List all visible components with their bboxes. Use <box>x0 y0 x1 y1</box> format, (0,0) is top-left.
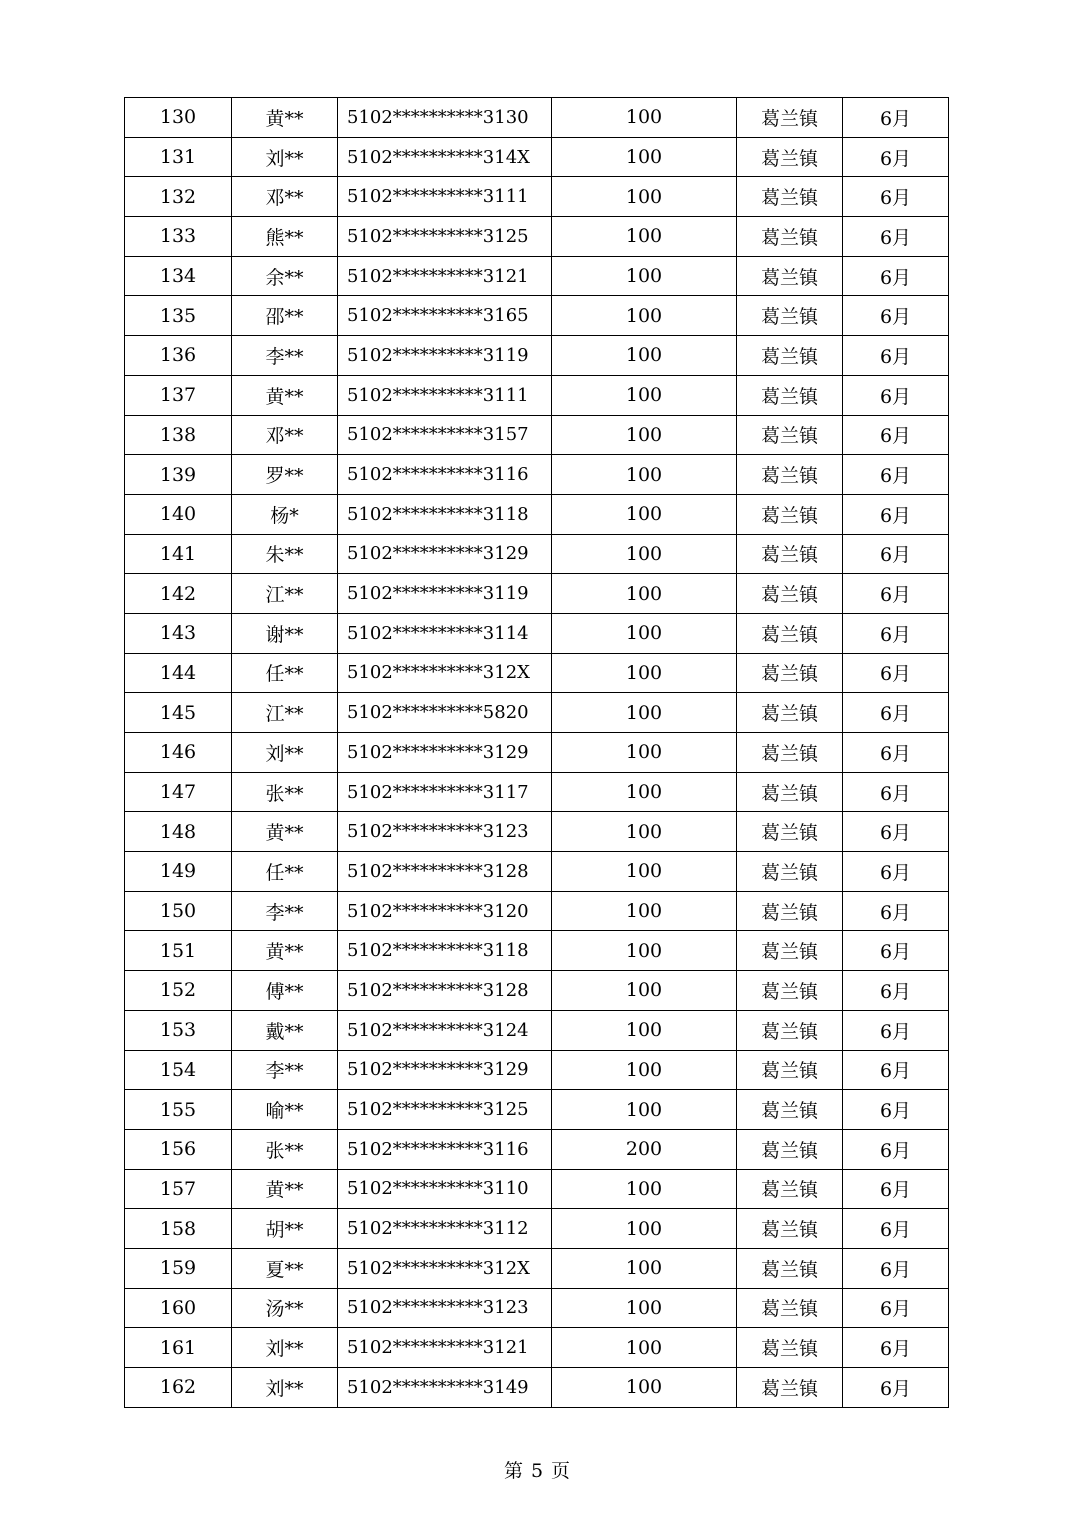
cell-id-number: 5102**********312X <box>338 653 552 693</box>
table-row <box>125 1248 949 1288</box>
cell-amount: 100 <box>552 296 737 336</box>
table-row <box>125 1090 949 1130</box>
cell-town: 葛兰镇 <box>737 137 843 177</box>
cell-amount: 100 <box>552 375 737 415</box>
cell-town: 葛兰镇 <box>737 98 843 138</box>
cell-name: 黄** <box>232 375 338 415</box>
cell-amount: 100 <box>552 1010 737 1050</box>
cell-town: 葛兰镇 <box>737 733 843 773</box>
cell-amount: 100 <box>552 613 737 653</box>
cell-serial-number: 131 <box>125 137 232 177</box>
cell-amount: 100 <box>552 177 737 217</box>
cell-name: 张** <box>232 1129 338 1169</box>
cell-name: 张** <box>232 772 338 812</box>
cell-amount: 100 <box>552 137 737 177</box>
cell-town: 葛兰镇 <box>737 613 843 653</box>
cell-name: 黄** <box>232 812 338 852</box>
cell-serial-number: 150 <box>125 891 232 931</box>
cell-town: 葛兰镇 <box>737 1328 843 1368</box>
cell-id-number: 5102**********3130 <box>338 98 552 138</box>
cell-serial-number: 153 <box>125 1010 232 1050</box>
cell-id-number: 5102**********3112 <box>338 1209 552 1249</box>
cell-serial-number: 138 <box>125 415 232 455</box>
cell-town: 葛兰镇 <box>737 494 843 534</box>
cell-month: 6月 <box>843 415 949 455</box>
table-row <box>125 653 949 693</box>
cell-id-number: 5102**********3124 <box>338 1010 552 1050</box>
cell-month: 6月 <box>843 1129 949 1169</box>
cell-amount: 100 <box>552 534 737 574</box>
table-row <box>125 177 949 217</box>
cell-id-number: 5102**********3129 <box>338 733 552 773</box>
cell-month: 6月 <box>843 494 949 534</box>
cell-name: 任** <box>232 653 338 693</box>
cell-name: 刘** <box>232 1368 338 1408</box>
cell-amount: 100 <box>552 336 737 376</box>
cell-town: 葛兰镇 <box>737 256 843 296</box>
cell-amount: 100 <box>552 772 737 812</box>
cell-name: 夏** <box>232 1248 338 1288</box>
cell-name: 江** <box>232 574 338 614</box>
cell-town: 葛兰镇 <box>737 1248 843 1288</box>
page-footer-prefix: 第 <box>503 1460 523 1482</box>
cell-name: 邵** <box>232 296 338 336</box>
cell-id-number: 5102**********3121 <box>338 1328 552 1368</box>
cell-serial-number: 130 <box>125 98 232 138</box>
cell-month: 6月 <box>843 1328 949 1368</box>
cell-name: 邓** <box>232 415 338 455</box>
cell-serial-number: 137 <box>125 375 232 415</box>
table-row <box>125 534 949 574</box>
cell-amount: 100 <box>552 217 737 257</box>
cell-id-number: 5102**********5820 <box>338 693 552 733</box>
table-row <box>125 1129 949 1169</box>
table-row <box>125 137 949 177</box>
table-row <box>125 772 949 812</box>
table-row <box>125 733 949 773</box>
cell-town: 葛兰镇 <box>737 336 843 376</box>
table-row <box>125 98 949 138</box>
cell-serial-number: 160 <box>125 1288 232 1328</box>
cell-month: 6月 <box>843 375 949 415</box>
table-row <box>125 336 949 376</box>
cell-serial-number: 151 <box>125 931 232 971</box>
cell-name: 杨* <box>232 494 338 534</box>
cell-month: 6月 <box>843 613 949 653</box>
cell-name: 任** <box>232 852 338 892</box>
cell-month: 6月 <box>843 336 949 376</box>
cell-amount: 100 <box>552 1169 737 1209</box>
cell-id-number: 5102**********3118 <box>338 494 552 534</box>
cell-name: 黄** <box>232 931 338 971</box>
cell-id-number: 5102**********3120 <box>338 891 552 931</box>
cell-serial-number: 147 <box>125 772 232 812</box>
cell-id-number: 5102**********3128 <box>338 971 552 1011</box>
cell-serial-number: 146 <box>125 733 232 773</box>
cell-month: 6月 <box>843 1090 949 1130</box>
cell-name: 刘** <box>232 733 338 773</box>
cell-id-number: 5102**********314X <box>338 137 552 177</box>
cell-name: 黄** <box>232 1169 338 1209</box>
table-row <box>125 1209 949 1249</box>
cell-serial-number: 158 <box>125 1209 232 1249</box>
cell-amount: 100 <box>552 256 737 296</box>
cell-name: 傅** <box>232 971 338 1011</box>
cell-id-number: 5102**********312X <box>338 1248 552 1288</box>
cell-serial-number: 136 <box>125 336 232 376</box>
table-row <box>125 217 949 257</box>
cell-month: 6月 <box>843 971 949 1011</box>
cell-month: 6月 <box>843 931 949 971</box>
cell-id-number: 5102**********3119 <box>338 574 552 614</box>
cell-amount: 100 <box>552 1368 737 1408</box>
table-row <box>125 375 949 415</box>
table-row <box>125 1368 949 1408</box>
cell-name: 罗** <box>232 455 338 495</box>
cell-amount: 100 <box>552 693 737 733</box>
table-row <box>125 455 949 495</box>
cell-town: 葛兰镇 <box>737 852 843 892</box>
cell-id-number: 5102**********3123 <box>338 1288 552 1328</box>
cell-town: 葛兰镇 <box>737 693 843 733</box>
page-footer <box>0 1456 1074 1483</box>
cell-serial-number: 140 <box>125 494 232 534</box>
cell-serial-number: 156 <box>125 1129 232 1169</box>
table-row <box>125 574 949 614</box>
cell-id-number: 5102**********3110 <box>338 1169 552 1209</box>
cell-town: 葛兰镇 <box>737 415 843 455</box>
cell-name: 谢** <box>232 613 338 653</box>
cell-town: 葛兰镇 <box>737 1090 843 1130</box>
table-row <box>125 1288 949 1328</box>
table-row <box>125 296 949 336</box>
cell-name: 李** <box>232 336 338 376</box>
cell-amount: 100 <box>552 1050 737 1090</box>
cell-month: 6月 <box>843 1010 949 1050</box>
cell-name: 汤** <box>232 1288 338 1328</box>
cell-month: 6月 <box>843 296 949 336</box>
cell-month: 6月 <box>843 693 949 733</box>
table-row <box>125 812 949 852</box>
cell-town: 葛兰镇 <box>737 455 843 495</box>
cell-id-number: 5102**********3157 <box>338 415 552 455</box>
cell-month: 6月 <box>843 177 949 217</box>
page-number: 5 <box>530 1460 544 1482</box>
cell-amount: 100 <box>552 1288 737 1328</box>
cell-name: 江** <box>232 693 338 733</box>
cell-month: 6月 <box>843 98 949 138</box>
table-row <box>125 1010 949 1050</box>
cell-amount: 100 <box>552 812 737 852</box>
cell-town: 葛兰镇 <box>737 812 843 852</box>
cell-id-number: 5102**********3121 <box>338 256 552 296</box>
cell-serial-number: 148 <box>125 812 232 852</box>
cell-serial-number: 162 <box>125 1368 232 1408</box>
cell-name: 刘** <box>232 1328 338 1368</box>
cell-id-number: 5102**********3114 <box>338 613 552 653</box>
cell-serial-number: 145 <box>125 693 232 733</box>
cell-name: 余** <box>232 256 338 296</box>
cell-amount: 100 <box>552 494 737 534</box>
cell-name: 李** <box>232 1050 338 1090</box>
cell-month: 6月 <box>843 1209 949 1249</box>
cell-name: 胡** <box>232 1209 338 1249</box>
cell-town: 葛兰镇 <box>737 177 843 217</box>
cell-amount: 100 <box>552 653 737 693</box>
cell-town: 葛兰镇 <box>737 1129 843 1169</box>
cell-serial-number: 152 <box>125 971 232 1011</box>
cell-serial-number: 161 <box>125 1328 232 1368</box>
cell-name: 李** <box>232 891 338 931</box>
cell-month: 6月 <box>843 534 949 574</box>
table-row <box>125 852 949 892</box>
cell-amount: 100 <box>552 891 737 931</box>
cell-amount: 100 <box>552 852 737 892</box>
cell-month: 6月 <box>843 653 949 693</box>
table-row <box>125 613 949 653</box>
cell-serial-number: 142 <box>125 574 232 614</box>
cell-id-number: 5102**********3111 <box>338 177 552 217</box>
cell-name: 熊** <box>232 217 338 257</box>
cell-town: 葛兰镇 <box>737 1209 843 1249</box>
cell-amount: 100 <box>552 574 737 614</box>
cell-serial-number: 134 <box>125 256 232 296</box>
cell-town: 葛兰镇 <box>737 653 843 693</box>
cell-month: 6月 <box>843 256 949 296</box>
cell-month: 6月 <box>843 1368 949 1408</box>
cell-serial-number: 139 <box>125 455 232 495</box>
cell-amount: 100 <box>552 971 737 1011</box>
cell-serial-number: 159 <box>125 1248 232 1288</box>
record-table <box>124 97 949 1408</box>
cell-month: 6月 <box>843 852 949 892</box>
cell-id-number: 5102**********3123 <box>338 812 552 852</box>
table-row <box>125 1169 949 1209</box>
cell-id-number: 5102**********3149 <box>338 1368 552 1408</box>
cell-id-number: 5102**********3111 <box>338 375 552 415</box>
cell-name: 喻** <box>232 1090 338 1130</box>
cell-serial-number: 141 <box>125 534 232 574</box>
cell-serial-number: 143 <box>125 613 232 653</box>
cell-town: 葛兰镇 <box>737 772 843 812</box>
cell-town: 葛兰镇 <box>737 1169 843 1209</box>
record-table-body <box>125 98 949 1408</box>
cell-id-number: 5102**********3118 <box>338 931 552 971</box>
cell-town: 葛兰镇 <box>737 1368 843 1408</box>
cell-id-number: 5102**********3165 <box>338 296 552 336</box>
cell-month: 6月 <box>843 217 949 257</box>
cell-month: 6月 <box>843 1248 949 1288</box>
cell-serial-number: 155 <box>125 1090 232 1130</box>
cell-serial-number: 135 <box>125 296 232 336</box>
table-row <box>125 1050 949 1090</box>
cell-town: 葛兰镇 <box>737 375 843 415</box>
cell-amount: 100 <box>552 1090 737 1130</box>
cell-id-number: 5102**********3129 <box>338 1050 552 1090</box>
cell-month: 6月 <box>843 812 949 852</box>
table-row <box>125 971 949 1011</box>
cell-id-number: 5102**********3119 <box>338 336 552 376</box>
cell-town: 葛兰镇 <box>737 1050 843 1090</box>
cell-serial-number: 133 <box>125 217 232 257</box>
table-row <box>125 415 949 455</box>
table-row <box>125 891 949 931</box>
cell-town: 葛兰镇 <box>737 217 843 257</box>
cell-amount: 200 <box>552 1129 737 1169</box>
cell-amount: 100 <box>552 931 737 971</box>
cell-amount: 100 <box>552 455 737 495</box>
cell-name: 刘** <box>232 137 338 177</box>
cell-month: 6月 <box>843 772 949 812</box>
cell-town: 葛兰镇 <box>737 534 843 574</box>
cell-town: 葛兰镇 <box>737 971 843 1011</box>
cell-name: 朱** <box>232 534 338 574</box>
cell-month: 6月 <box>843 733 949 773</box>
cell-town: 葛兰镇 <box>737 574 843 614</box>
cell-id-number: 5102**********3129 <box>338 534 552 574</box>
cell-id-number: 5102**********3117 <box>338 772 552 812</box>
cell-id-number: 5102**********3128 <box>338 852 552 892</box>
page-footer-suffix: 页 <box>551 1460 571 1482</box>
cell-town: 葛兰镇 <box>737 296 843 336</box>
table-row <box>125 693 949 733</box>
cell-town: 葛兰镇 <box>737 931 843 971</box>
table-row <box>125 256 949 296</box>
cell-amount: 100 <box>552 1328 737 1368</box>
cell-month: 6月 <box>843 1050 949 1090</box>
cell-month: 6月 <box>843 455 949 495</box>
cell-month: 6月 <box>843 891 949 931</box>
cell-id-number: 5102**********3116 <box>338 455 552 495</box>
cell-name: 黄** <box>232 98 338 138</box>
cell-town: 葛兰镇 <box>737 1288 843 1328</box>
cell-name: 邓** <box>232 177 338 217</box>
cell-town: 葛兰镇 <box>737 891 843 931</box>
cell-serial-number: 144 <box>125 653 232 693</box>
cell-amount: 100 <box>552 98 737 138</box>
cell-amount: 100 <box>552 1248 737 1288</box>
cell-town: 葛兰镇 <box>737 1010 843 1050</box>
table-row <box>125 494 949 534</box>
cell-month: 6月 <box>843 1288 949 1328</box>
cell-serial-number: 154 <box>125 1050 232 1090</box>
table-row <box>125 931 949 971</box>
cell-id-number: 5102**********3116 <box>338 1129 552 1169</box>
cell-amount: 100 <box>552 733 737 773</box>
cell-month: 6月 <box>843 137 949 177</box>
cell-serial-number: 132 <box>125 177 232 217</box>
cell-id-number: 5102**********3125 <box>338 1090 552 1130</box>
cell-name: 戴** <box>232 1010 338 1050</box>
cell-id-number: 5102**********3125 <box>338 217 552 257</box>
cell-month: 6月 <box>843 1169 949 1209</box>
table-row <box>125 1328 949 1368</box>
cell-amount: 100 <box>552 1209 737 1249</box>
cell-month: 6月 <box>843 574 949 614</box>
cell-serial-number: 149 <box>125 852 232 892</box>
cell-serial-number: 157 <box>125 1169 232 1209</box>
cell-amount: 100 <box>552 415 737 455</box>
